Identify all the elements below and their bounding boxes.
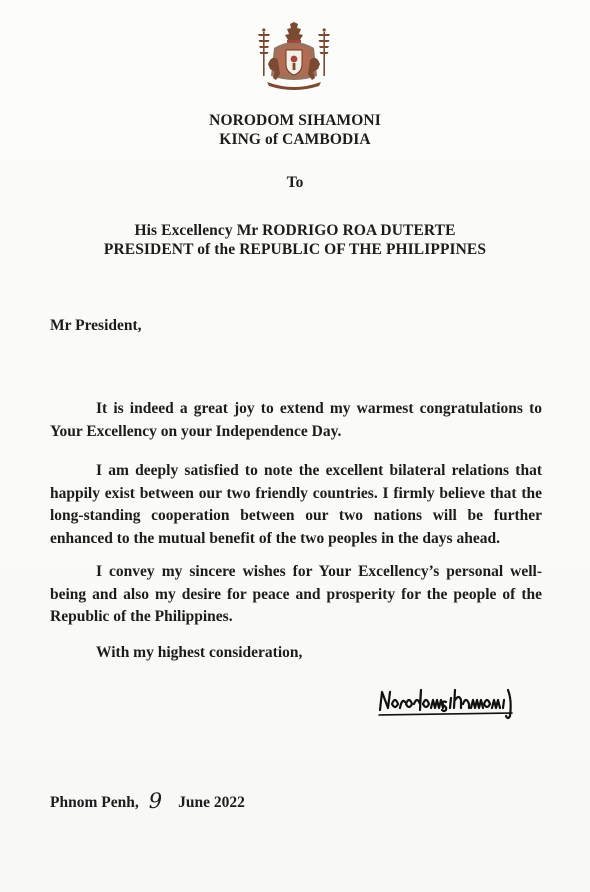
body-paragraph-2: I am deeply satisfied to note the excellent bilateral relations that happily exist between our two friendly countries. I firmly believe that the long-standing cooperation between our two nations will be further enhanced to the mutual benefit of the two peoples in the days ahead. bbox=[50, 462, 542, 547]
closing-line: With my highest consideration, bbox=[96, 644, 303, 661]
recipient-title: PRESIDENT of the REPUBLIC OF THE PHILIPPINES bbox=[103, 241, 487, 258]
date-day: 9 bbox=[148, 789, 163, 813]
body-paragraph-3: I convey my sincere wishes for Your Excellency’s personal well-being and also my desire for peace and prosperity for the people of the Republic of the Philippines. bbox=[50, 563, 542, 625]
date-month-year: June 2022 bbox=[178, 794, 245, 811]
date-place: Phnom Penh, bbox=[50, 794, 139, 811]
sender-name: NORODOM SIHAMONI bbox=[209, 112, 381, 129]
royal-crest-icon bbox=[257, 22, 331, 92]
recipient-name: His Excellency Mr RODRIGO ROA DUTERTE bbox=[134, 222, 456, 239]
salutation: Mr President, bbox=[50, 317, 142, 334]
body-paragraph-1: It is indeed a great joy to extend my warmest congratulations to Your Excellency on your Independence Day. bbox=[50, 400, 542, 440]
to-line: To bbox=[286, 174, 304, 191]
date-line bbox=[50, 788, 245, 812]
sender-title: KING of CAMBODIA bbox=[219, 131, 371, 148]
signature bbox=[376, 682, 526, 722]
